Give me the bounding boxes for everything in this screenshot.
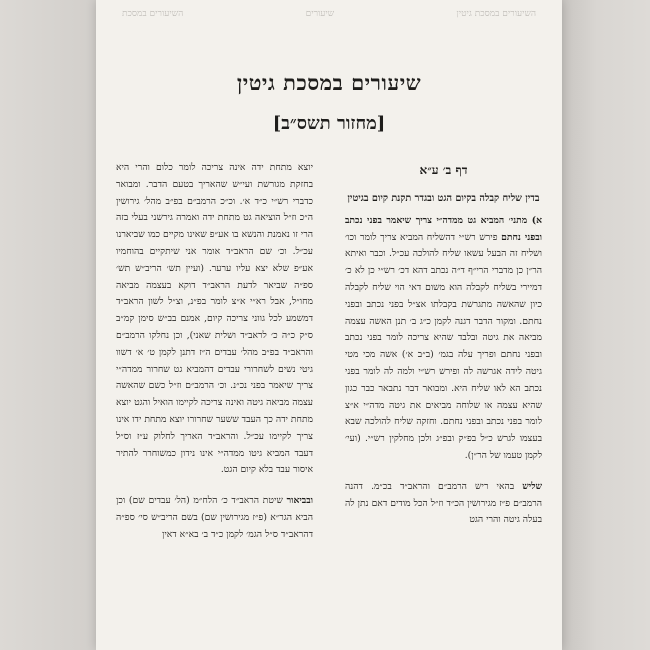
book-gutter-left: [0, 0, 96, 650]
sugya-heading: בדין שליח קבלה בקיום הגט ובגדר תקנת קיום בגיטין: [347, 192, 540, 204]
paragraph: [345, 479, 542, 529]
paragraph: [116, 493, 313, 543]
book-page: [96, 0, 562, 650]
page-subtitle: [מחזור תשס״ב]: [272, 113, 386, 134]
text-column-right: [345, 160, 542, 529]
paragraph: יוצא מתחת ידה אינה צריכה לומר כלום והרי היא בחזקת מגורשת ועי״ש שהאריך בטעם הדבר. ומבואר כדברי רש״י כ״ד א׳. וכ״כ הרמב״ם בפ״ב מהל׳ גירושין ה״כ וז״ל הוציאה גט מתחת ידה ואמרה גירשני בעלי בזה הרי זו נאמנת והנשא בו אע״פ שאינו מקיים כמו שביארנו עכ״ל. וכ׳ שם הראב״ד אומר אני שיתקיים בהוחמיו אע״פ שלא יצא עליו ערער. (ועיין תש׳ הריב״ש תש׳ ספ״ה שביאר לדעת הראב״ד דוקא בעצמה מביאה מחו״ל, אבל רא״י א״צ לומר בפ״נ, וצ״ל לשון הראב״ד דמשמע לכל גווני צריכה קיום, אמנם בב״ש סימן קמ״ב ס״ק כ״ה כ׳ לראב״ד ושלית שאני), וכן נחלקו הרמב״ם והראב״ד בפ״ב מהל׳ עבדים ה״ז דתנן לקמן ט׳ א׳ דשוו גיטי נשים לשחרורי עבדים דהמביא גט שחרור ממדה״י צריך שיאמר בפני נכ״נ. וכ׳ הרמב״ם וז״ל כשם שהאשה עצמה מביאה גיטה ואינה צריכה לקיימו הואיל והגט יוצא מתחת ידה כך העבד ששער שחרורו יוצא מתחת ידו אינו צריך לקיימו עכ״ל. והראב״ד האריך לחלוק ע״ז וס״ל דעבד המביא גיטו ממדה״י אינו נידון כמשוחרר להתיר איסור עבד בלא קיום הגט.: [116, 162, 313, 476]
paragraph: [345, 213, 542, 465]
paragraph-lead: א) מתני׳ המביא גט ממדה״י צריך שיאמר בפני נכתב ובפני נחתם: [345, 214, 542, 243]
text-column-left: [116, 160, 313, 544]
page-title: שיעורים במסכת גיטין: [236, 70, 422, 95]
paragraph-lead: שליש: [522, 480, 543, 492]
paragraph-text: שיטת הראב״ד כ׳ הלח״מ (הל׳ עבדים שם) וכן הביא הגר״א (פ״ז מגירושין שם) בשם הריב״ש סי׳ ספ״ה דהראב״ד ס״ל הגמ׳ לקמן כ״ד ב׳ בא״א דאין: [116, 495, 313, 540]
paragraph-lead: ובביאור: [286, 495, 313, 507]
book-page-edge-right: [562, 0, 650, 650]
running-head: [122, 8, 536, 22]
daf-heading: דף ב׳ ע״א: [419, 163, 468, 177]
paragraph-text: בהאי ריש הרמב״ם והראב״ד בכ״מ. דהנה הרמב״ם פ״ז מגירושין הכ״ד וז״ל הכל מודים דאם נתן לה בעלה גיטה והרי הגט: [345, 480, 542, 526]
running-head-left: השיעורים במסכת: [122, 9, 184, 19]
running-head-right: השיעורים במסכת גיטין: [456, 9, 536, 19]
paragraph-text: פירש רש״י דהשליח המביא צריך לומר וכו׳ ושליח זה הבעל עשאו שליח להולכה עכ״ל. וכבר ואיתא הר״ן כן מדברי הרי״ף ד״ה נכתב דהא דכ׳ רש״י כן לא כ׳ דמיירי בשליח לקבלה הוא משום דאי הוי שליח לקבלה כיון שהאשה מתגרשת בקבלתו אצ״ל בפני נכתב ובפני נחתם. ומקור הדבר דגנה לקמן כ״ג ב׳ תנן האשה עצמה מביאה את גיטה ובלבד שהיא צריכה לומר בפני נכתב ובפני נחתם ופריך עלה בגמ׳ (ב״ב א׳) אשה מכי מטי גיטה לידה אגרשה לה ופירש רש״י ולמה לה לומר בפני נכתב הא לאו שליח היא. ומבואר דבר נתבאר כבר כגון שהיא עצמה או שלוחה מביאים את גיטה מדה״י א״צ לומר בפני נכתב ובפני נחתם. וחזקה שליח להולכה שבא בעצמו לגרש כ״ל בפ״ק ובפ״ג ולכן מחלקין רש״י. (ועי׳ לקמן טעמו של הר״ן).: [345, 231, 542, 461]
running-head-center: שיעורים: [305, 9, 335, 19]
